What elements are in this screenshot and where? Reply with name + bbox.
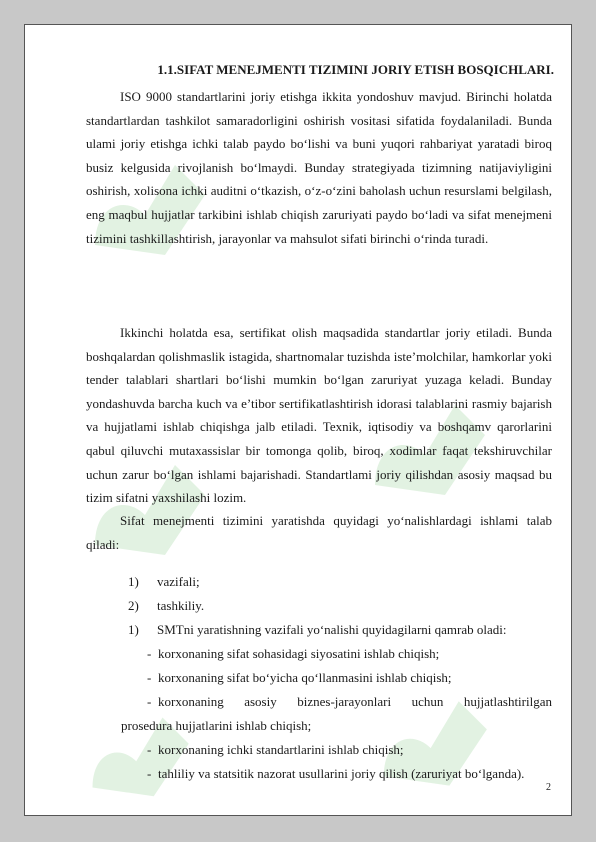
list-text: SMTni yaratishning vazifali yo‘nalishi quyidagilarni qamrab oladi: <box>157 622 507 637</box>
list-number: 2) <box>128 598 139 613</box>
document-page <box>24 24 572 816</box>
paragraph-3: Sifat menejmenti tizimini yaratishda quyidagi yo‘nalishlardagi ishlami talab qiladi: <box>86 513 552 552</box>
dash-marker: - <box>147 646 152 661</box>
dash-text: korxonaning sifat bo‘yicha qo‘llanmasini ishlab chiqish; <box>158 670 452 685</box>
list-text: tashkiliy. <box>157 598 205 613</box>
paragraph-1: ISO 9000 standartlarini joriy etishga ikkita yondoshuv mavjud. Birinchi holatda standartlardan tashkilot samaradorligini oshirish vositasi sifatida foydalaniladi. Bunda ulami joriy etishga ichki talab paydo bo‘lishi va buni yuqori rahbariyat yaratadi biroq busiz kelgusida rivojlanish bo‘lmaydi. Bunday strategiyada tizimning natijaviyligini oshirish, xolisona ichki auditni o‘tkazish, o‘z-o‘zini baholash uchun resurslami belgilash, eng maqbul hujjatlar tarkibini ishlab chiqish zaruriyati paydo bo‘ladi va sifat menejmeni tizimini tashkillashtirish, jarayonlar va mahsulot sifati birinchi o‘rinda turadi. <box>86 89 552 246</box>
dash-text: tahliliy va statsitik nazorat usullarini joriy qilish (zaruriyat bo‘lganda). <box>158 766 525 781</box>
dash-text: korxonaning ichki standartlarini ishlab chiqish; <box>158 742 404 757</box>
dash-marker: - <box>147 694 152 709</box>
list-number: 1) <box>128 622 139 637</box>
dash-marker: - <box>147 766 152 781</box>
list-text: vazifali; <box>157 574 200 589</box>
dash-marker: - <box>147 742 152 757</box>
list-number: 1) <box>128 574 139 589</box>
section-heading: 1.1.SIFAT MENEJMENTI TIZIMINI JORIY ETISH BOSQICHLARI. <box>157 62 554 77</box>
dash-continuation: prosedura hujjatlarini ishlab chiqish; <box>121 718 312 733</box>
dash-text: korxonaning asosiy biznes-jarayonlari uchun hujjatlashtirilgan <box>158 694 552 709</box>
dash-text: korxonaning sifat sohasidagi siyosatini ishlab chiqish; <box>158 646 440 661</box>
dash-marker: - <box>147 670 152 685</box>
page-number: 2 <box>546 782 551 793</box>
paragraph-2: Ikkinchi holatda esa, sertifikat olish maqsadida standartlar joriy etiladi. Bunda boshqalardan qolishmaslik istagida, shartnomalar tuzishda iste’molchilar, hamkorlar yoki tender talablari shartlari bo‘lishi mumkin bo‘lgan zaruriyat yuzaga keladi. Bunday yondashuvda barcha kuch va e’tibor sertifikatlashtirish idorasi talablarini rasmiy bajarish va hujjatlami ishlab chiqishga jalb etiladi. Texnik, iqtisodiy va boshqamv qarorlarini qabul qiluvchi mutaxassislar bir tomonga qolib, biroq, xodimlar faqat tekshiruvchilar uchun zarur bo‘lgan ishlami bajarishadi. Standartlami joriy qilishdan asosiy maqsad bu tizim sifatni yaxshilashi lozim. <box>86 325 552 506</box>
